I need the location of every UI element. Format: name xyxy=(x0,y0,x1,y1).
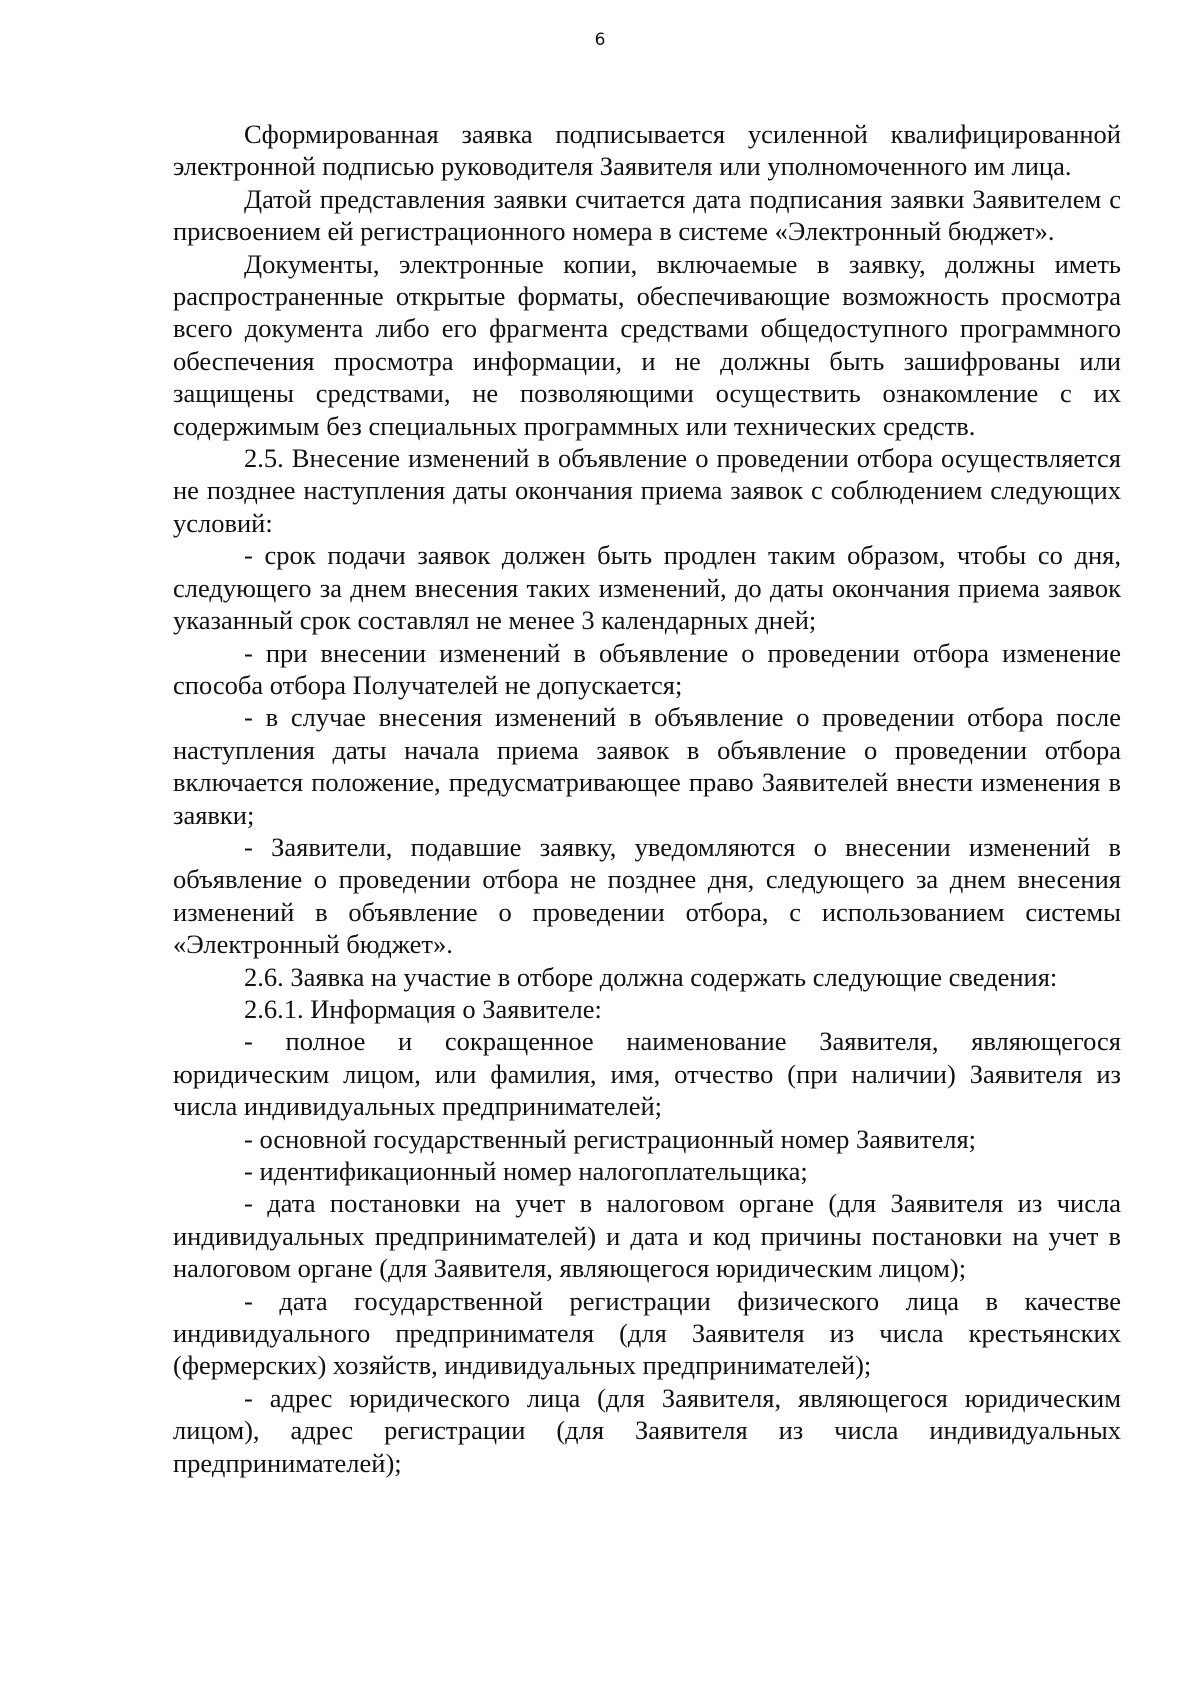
list-item-tax-registration: - дата постановки на учет в налоговом органе (для Заявителя из числа индивидуальных предпринимателей) и дата и код причины постановки на учет в налоговом органе (для Заявителя, являющегося юридическим лицом); xyxy=(173,1188,1121,1284)
document-body xyxy=(173,118,1121,1479)
list-item-deadline-extension: - срок подачи заявок должен быть продлен таким образом, чтобы со дня, следующего за днем внесения таких изменений, до даты окончания приема заявок указанный срок составлял не менее 3 календарных дней; xyxy=(173,540,1121,636)
paragraph-section-2-6: 2.6. Заявка на участие в отборе должна содержать следующие сведения: xyxy=(244,961,1058,992)
list-item-inn: - идентификационный номер налогоплательщика; xyxy=(244,1156,808,1186)
list-item-state-registration: - дата государственной регистрации физического лица в качестве индивидуального предпринимателя (для Заявителя из числа крестьянских (фермерских) хозяйств, индивидуальных предпринимателей); xyxy=(173,1285,1121,1381)
page-number: 6 xyxy=(594,30,606,50)
list-item-amend-applications: - в случае внесения изменений в объявление о проведении отбора после наступления даты начала приема заявок в объявление о проведении отбора включается положение, предусматривающее право Заявителей внести изменения в заявки; xyxy=(173,702,1121,830)
paragraph-submission-date: Датой представления заявки считается дата подписания заявки Заявителем с присвоением ей регистрационного номера в системе «Электронный бюджет». xyxy=(173,183,1121,247)
paragraph-signature: Сформированная заявка подписывается усиленной квалифицированной электронной подписью руководителя Заявителя или уполномоченного им лица. xyxy=(173,119,1121,182)
list-item-notification: - Заявители, подавшие заявку, уведомляются о внесении изменений в объявление о проведении отбора не позднее дня, следующего за днем внесения изменений в объявление о проведении отбора, с использованием системы «Электронный бюджет». xyxy=(173,831,1121,960)
list-item-applicant-name: - полное и сокращенное наименование Заявителя, являющегося юридическим лицом, или фамилия, имя, отчество (при наличии) Заявителя из числа индивидуальных предпринимателей; xyxy=(173,1026,1121,1122)
list-item-ogrn: - основной государственный регистрационный номер Заявителя; xyxy=(244,1123,977,1154)
paragraph-section-2-5: 2.5. Внесение изменений в объявление о проведении отбора осуществляется не позднее наступления даты окончания приема заявок с соблюдением следующих условий: xyxy=(173,443,1121,538)
list-item-address: - адрес юридического лица (для Заявителя, являющегося юридическим лицом), адрес регистрации (для Заявителя из числа индивидуальных предпринимателей); xyxy=(173,1382,1121,1478)
paragraph-document-formats: Документы, электронные копии, включаемые в заявку, должны иметь распространенные открытые форматы, обеспечивающие возможность просмотра всего документа либо его фрагмента средствами общедоступного программного обеспечения просмотра информации, и не должны быть зашифрованы или защищены средствами, не позволяющими осуществить ознакомление с их содержимым без специальных программных или технических средств. xyxy=(173,248,1121,441)
paragraph-section-2-6-1: 2.6.1. Информация о Заявителе: xyxy=(244,993,602,1024)
list-item-selection-method: - при внесении изменений в объявление о проведении отбора изменение способа отбора Получателей не допускается; xyxy=(173,637,1121,700)
